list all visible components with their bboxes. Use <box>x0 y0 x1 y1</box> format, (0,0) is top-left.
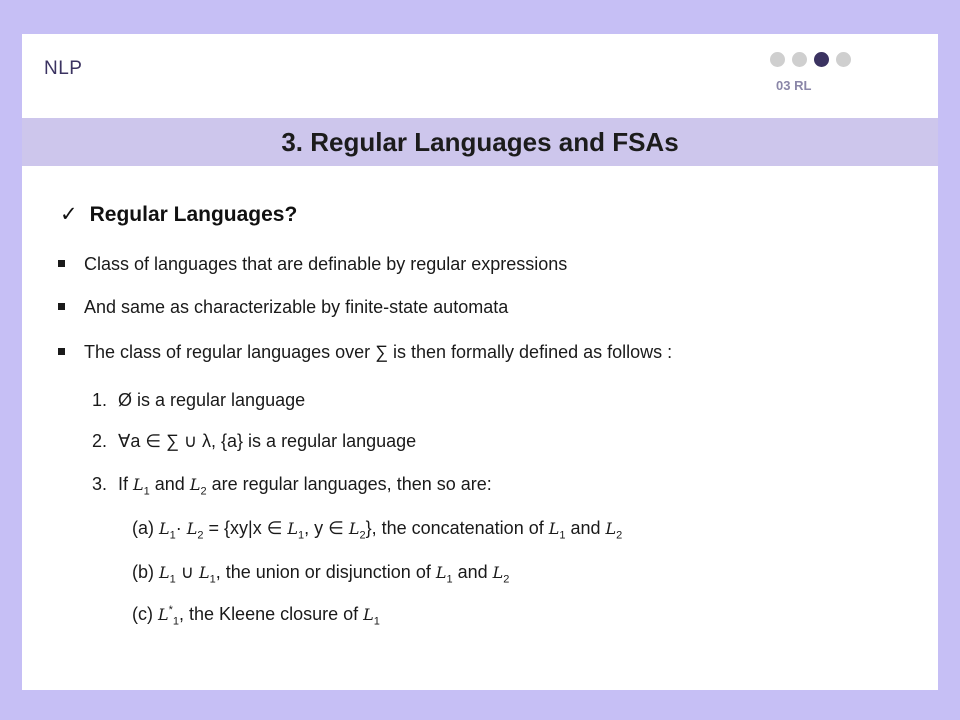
sub-text: and <box>452 562 493 582</box>
definition-item-3 <box>92 474 492 498</box>
sub-text: , the union or disjunction of <box>215 562 436 582</box>
math-subscript: 2 <box>359 529 366 542</box>
math-subscript: 1 <box>169 529 176 542</box>
progress-dot-2 <box>792 52 807 67</box>
sub-item-c <box>132 604 380 628</box>
item-text: ∀a ∈ ∑ ∪ λ, {a} is a regular language <box>118 431 417 451</box>
math-subscript: 2 <box>616 529 623 542</box>
sub-label: (b) <box>132 562 159 582</box>
math-subscript: 1 <box>373 615 380 628</box>
section-heading <box>60 202 297 227</box>
math-symbol: L <box>159 519 170 538</box>
math-subscript: 1 <box>209 573 216 586</box>
definition-item-2 <box>92 431 416 452</box>
slide <box>22 34 938 690</box>
math-symbol: L <box>363 605 374 624</box>
sub-item-a <box>132 518 622 542</box>
math-subscript: 1 <box>446 573 453 586</box>
math-symbol: L <box>198 563 210 582</box>
sub-label: (a) <box>132 518 159 538</box>
slide-title: 3. Regular Languages and FSAs <box>281 127 679 157</box>
math-subscript: 2 <box>200 485 207 498</box>
math-operator: · <box>175 518 187 538</box>
math-symbol: L <box>435 563 447 582</box>
math-symbol: L <box>186 519 198 538</box>
section-code: 03 RL <box>776 78 812 93</box>
sub-text: = {xy|x ∈ <box>203 518 288 538</box>
title-bar <box>22 118 938 166</box>
math-subscript: 1 <box>143 485 150 498</box>
math-subscript: 1 <box>559 529 566 542</box>
definition-item-1 <box>92 390 305 411</box>
math-symbol: L <box>133 475 144 494</box>
math-operator: ∪ <box>175 562 199 582</box>
item-text: If <box>118 474 134 494</box>
math-symbol: L <box>189 475 201 494</box>
math-symbol: L <box>287 519 299 538</box>
sub-label: (c) <box>132 604 158 624</box>
sub-text: , y ∈ <box>304 518 349 538</box>
math-subscript: 2 <box>197 529 204 542</box>
heading-text: Regular Languages? <box>89 203 298 226</box>
math-symbol: L <box>158 605 169 624</box>
item-number: 1. <box>92 390 108 410</box>
item-number: 2. <box>92 431 108 451</box>
bullet-item <box>58 297 508 318</box>
math-subscript: 1 <box>169 573 176 586</box>
bullet-item <box>58 342 672 363</box>
item-number: 3. <box>92 474 108 494</box>
progress-dot-3-active <box>814 52 829 67</box>
sub-text: and <box>565 518 606 538</box>
math-symbol: L <box>348 519 360 538</box>
bullet-text: Class of languages that are definable by regular expressions <box>84 254 568 274</box>
bullet-item <box>58 254 567 275</box>
math-superscript: * <box>168 604 173 616</box>
item-text: Ø is a regular language <box>118 390 306 410</box>
item-text: are regular languages, then so are: <box>206 474 492 494</box>
sub-text: }, the concatenation of <box>365 518 549 538</box>
math-symbol: L <box>492 563 504 582</box>
math-subscript: 1 <box>298 529 305 542</box>
progress-dot-4 <box>836 52 851 67</box>
math-symbol: L <box>605 519 617 538</box>
item-text: and <box>149 474 190 494</box>
math-subscript: 2 <box>503 573 510 586</box>
square-bullet-icon <box>58 303 65 310</box>
check-icon: ✓ <box>60 203 78 226</box>
progress-dot-1 <box>770 52 785 67</box>
sub-item-b <box>132 562 509 586</box>
square-bullet-icon <box>58 348 65 355</box>
bullet-text: And same as characterizable by finite-state automata <box>84 297 509 317</box>
bullet-text: The class of regular languages over ∑ is then formally defined as follows : <box>84 342 673 362</box>
math-symbol: L <box>159 563 170 582</box>
math-symbol: L <box>548 519 560 538</box>
sub-text: , the Kleene closure of <box>179 604 364 624</box>
math-subscript: 1 <box>172 615 180 628</box>
course-label: NLP <box>44 58 83 79</box>
square-bullet-icon <box>58 260 65 267</box>
